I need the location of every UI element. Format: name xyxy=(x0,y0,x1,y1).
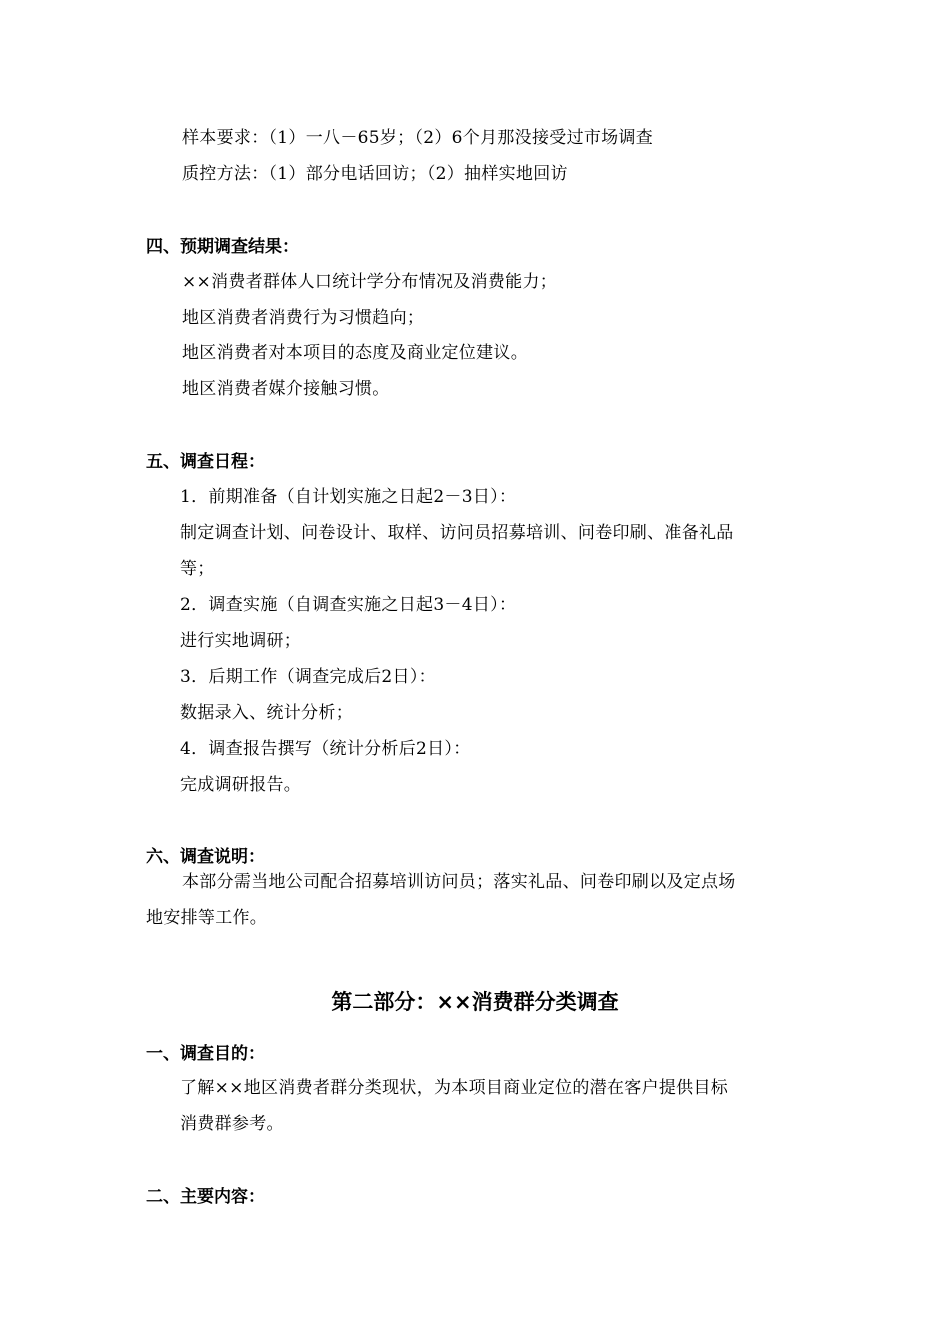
section6-body: 本部分需当地公司配合招募培训访问员；落实礼品、问卷印刷以及定点场 xyxy=(182,872,736,892)
part2-section2-heading: 二、主要内容： xyxy=(146,1187,265,1207)
section4-item: 地区消费者媒介接触习惯。 xyxy=(182,379,390,399)
section4-item: 地区消费者对本项目的态度及商业定位建议。 xyxy=(182,343,528,363)
part2-section1-heading: 一、调查目的： xyxy=(146,1044,265,1064)
schedule-line: 1．前期准备（自计划实施之日起2－3日）： xyxy=(180,487,517,507)
purpose-line: 消费群参考。 xyxy=(180,1114,284,1134)
schedule-line: 等； xyxy=(180,559,215,579)
section4-item: 地区消费者消费行为习惯趋向； xyxy=(182,308,425,328)
section6-heading: 六、调查说明： xyxy=(146,847,265,867)
schedule-line: 完成调研报告。 xyxy=(180,775,302,795)
section5-heading: 五、调查日程： xyxy=(146,452,265,472)
section6-body: 地安排等工作。 xyxy=(146,908,268,928)
part-title: 第二部分：××消费群分类调查 xyxy=(331,990,619,1014)
schedule-line: 3．后期工作（调查完成后2日）： xyxy=(180,667,436,687)
schedule-line: 制定调查计划、问卷设计、取样、访问员招募培训、问卷印刷、准备礼品 xyxy=(180,523,734,543)
schedule-line: 4．调查报告撰写（统计分析后2日）： xyxy=(180,739,471,759)
schedule-line: 进行实地调研； xyxy=(180,631,302,651)
purpose-line: 了解××地区消费者群分类现状，为本项目商业定位的潜在客户提供目标 xyxy=(180,1078,729,1098)
section4-heading: 四、预期调查结果： xyxy=(146,237,299,257)
schedule-line: 数据录入、统计分析； xyxy=(180,703,353,723)
sample-requirement: 样本要求：（1）一八－65岁；（2）6个月那没接受过市场调查 xyxy=(182,128,654,148)
quality-control-method: 质控方法：（1）部分电话回访；（2）抽样实地回访 xyxy=(182,164,568,184)
schedule-line: 2．调查实施（自调查实施之日起3－4日）： xyxy=(180,595,517,615)
section4-item: ××消费者群体人口统计学分布情况及消费能力； xyxy=(182,272,558,292)
